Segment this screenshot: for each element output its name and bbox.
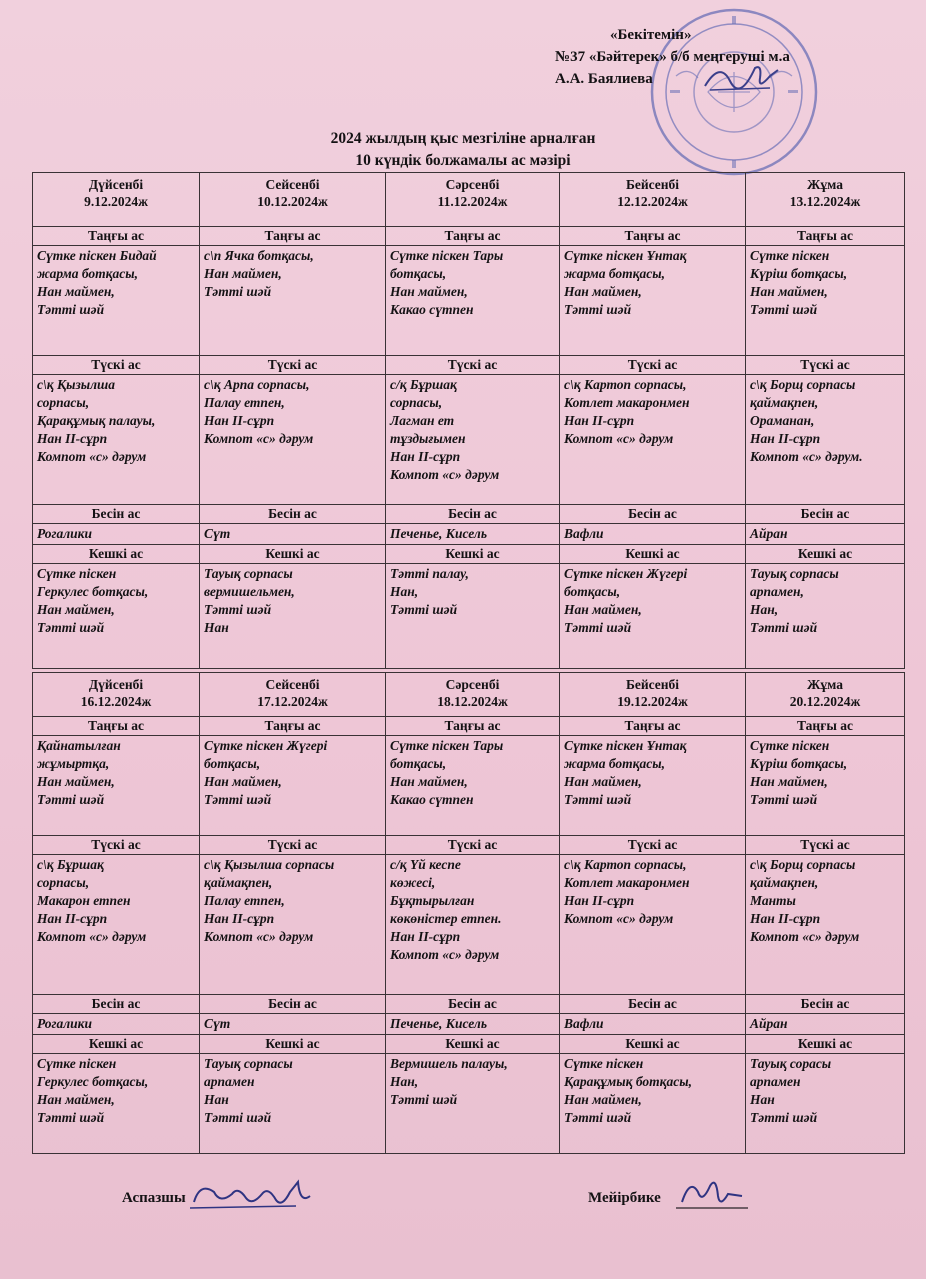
breakfast-cell: Сүтке піскен Ұнтақ жарма ботқасы, Нан маймен, Тәтті шәй: [560, 736, 746, 836]
snack-cell: Печенье, Кисель: [386, 1014, 560, 1035]
meal-label-lunch: Түскі ас: [33, 836, 200, 855]
snack-cell: Сүт: [200, 524, 386, 545]
breakfast-cell: с\п Ячка ботқасы, Нан маймен, Тәтті шәй: [200, 246, 386, 356]
day-header: Сәрсенбі 18.12.2024ж: [386, 673, 560, 717]
meal-label-breakfast: Таңғы ас: [33, 227, 200, 246]
meal-label-dinner: Кешкі ас: [386, 545, 560, 564]
meal-label-breakfast: Таңғы ас: [560, 227, 746, 246]
cook-signature: [186, 1174, 316, 1218]
meal-label-lunch: Түскі ас: [200, 836, 386, 855]
breakfast-cell: Сүтке піскен Жүгері ботқасы, Нан маймен, Тәтті шәй: [200, 736, 386, 836]
lunch-cell: с/қ Үй кеспе көжесі, Бұқтырылған көкөністер етпен. Нан ІІ-сұрп Компот «с» дәрум: [386, 855, 560, 995]
meal-label-dinner: Кешкі ас: [33, 1035, 200, 1054]
meal-label-breakfast: Таңғы ас: [560, 717, 746, 736]
meal-label-lunch: Түскі ас: [200, 356, 386, 375]
day-header: Жұма 13.12.2024ж: [746, 173, 905, 227]
snack-cell: Вафли: [560, 524, 746, 545]
menu-title-line2: 10 күндік болжамалы ас мәзірі: [355, 152, 571, 169]
meal-label-breakfast: Таңғы ас: [200, 717, 386, 736]
breakfast-cell: Сүтке піскен Тары ботқасы, Нан маймен, Какао сүтпен: [386, 246, 560, 356]
dinner-cell: Сүтке піскен Жүгері ботқасы, Нан маймен, Тәтті шәй: [560, 564, 746, 669]
lunch-cell: с\қ Қызылша сорпасы қаймақпен, Палау етпен, Нан ІІ-сұрп Компот «с» дәрум: [200, 855, 386, 995]
day-header: Жұма 20.12.2024ж: [746, 673, 905, 717]
day-header: Сейсенбі 10.12.2024ж: [200, 173, 386, 227]
meal-label-snack: Бесін ас: [560, 995, 746, 1014]
meal-label-lunch: Түскі ас: [386, 356, 560, 375]
approval-name: А.А. Баялиева: [555, 71, 653, 87]
meal-label-snack: Бесін ас: [200, 505, 386, 524]
meal-label-dinner: Кешкі ас: [560, 545, 746, 564]
cook-label: Аспазшы: [122, 1190, 186, 1206]
meal-label-snack: Бесін ас: [560, 505, 746, 524]
meal-label-breakfast: Таңғы ас: [386, 227, 560, 246]
snack-cell: Вафли: [560, 1014, 746, 1035]
meal-label-breakfast: Таңғы ас: [386, 717, 560, 736]
lunch-cell: с\қ Бұршақ сорпасы, Макарон етпен Нан ІІ-сұрп Компот «с» дәрум: [33, 855, 200, 995]
lunch-cell: с\қ Арпа сорпасы, Палау етпен, Нан ІІ-сұрп Компот «с» дәрум: [200, 375, 386, 505]
meal-label-snack: Бесін ас: [200, 995, 386, 1014]
dinner-cell: Вермишель палауы, Нан, Тәтті шәй: [386, 1054, 560, 1154]
meal-label-dinner: Кешкі ас: [200, 545, 386, 564]
meal-label-lunch: Түскі ас: [560, 356, 746, 375]
meal-label-lunch: Түскі ас: [33, 356, 200, 375]
meal-label-lunch: Түскі ас: [386, 836, 560, 855]
dinner-cell: Тауық сорпасы арпамен, Нан, Тәтті шәй: [746, 564, 905, 669]
meal-label-lunch: Түскі ас: [560, 836, 746, 855]
meal-label-dinner: Кешкі ас: [560, 1035, 746, 1054]
lunch-cell: с/қ Бұршақ сорпасы, Лагман ет тұздығымен Нан ІІ-сұрп Компот «с» дәрум: [386, 375, 560, 505]
meal-label-breakfast: Таңғы ас: [200, 227, 386, 246]
breakfast-cell: Сүтке піскен Бидай жарма ботқасы, Нан маймен, Тәтті шәй: [33, 246, 200, 356]
meal-label-snack: Бесін ас: [33, 995, 200, 1014]
day-header: Сейсенбі 17.12.2024ж: [200, 673, 386, 717]
dinner-cell: Тәтті палау, Нан, Тәтті шәй: [386, 564, 560, 669]
meal-label-lunch: Түскі ас: [746, 836, 905, 855]
meal-label-breakfast: Таңғы ас: [746, 227, 905, 246]
breakfast-cell: Сүтке піскен Ұнтақ жарма ботқасы, Нан маймен, Тәтті шәй: [560, 246, 746, 356]
day-header: Бейсенбі 19.12.2024ж: [560, 673, 746, 717]
dinner-cell: Сүтке піскен Геркулес ботқасы, Нан маймен, Тәтті шәй: [33, 564, 200, 669]
dinner-cell: Тауық сорпасы арпамен Нан Тәтті шәй: [200, 1054, 386, 1154]
meal-label-dinner: Кешкі ас: [386, 1035, 560, 1054]
lunch-cell: с\қ Қызылша сорпасы, Қарақұмық палауы, Нан ІІ-сұрп Компот «с» дәрум: [33, 375, 200, 505]
breakfast-cell: Қайнатылған жұмыртқа, Нан маймен, Тәтті шәй: [33, 736, 200, 836]
lunch-cell: с\қ Картоп сорпасы, Котлет макаронмен Нан ІІ-сұрп Компот «с» дәрум: [560, 375, 746, 505]
menu-title-line1: 2024 жылдың қыс мезгiлiне арналған: [330, 130, 596, 147]
meal-label-dinner: Кешкі ас: [746, 545, 905, 564]
lunch-cell: с\қ Картоп сорпасы, Котлет макаронмен Нан ІІ-сұрп Компот «с» дәрум: [560, 855, 746, 995]
breakfast-cell: Сүтке піскен Күріш ботқасы, Нан маймен, Тәтті шәй: [746, 246, 905, 356]
approval-block: [555, 24, 895, 90]
dinner-cell: Сүтке піскен Қарақұмық ботқасы, Нан маймен, Тәтті шәй: [560, 1054, 746, 1154]
snack-cell: Рогалики: [33, 524, 200, 545]
meal-label-dinner: Кешкі ас: [33, 545, 200, 564]
lunch-cell: с\қ Борщ сорпасы қаймақпен, Манты Нан ІІ-сұрп Компот «с» дәрум: [746, 855, 905, 995]
dinner-cell: Сүтке піскен Геркулес ботқасы, Нан маймен, Тәтті шәй: [33, 1054, 200, 1154]
meal-label-lunch: Түскі ас: [746, 356, 905, 375]
dinner-cell: Тауық сорасы арпамен Нан Тәтті шәй: [746, 1054, 905, 1154]
meal-label-snack: Бесін ас: [33, 505, 200, 524]
snack-cell: Рогалики: [33, 1014, 200, 1035]
approval-heading: «Бекітемін»: [610, 27, 692, 43]
snack-cell: Айран: [746, 1014, 905, 1035]
menu-table-week1: [32, 172, 905, 669]
breakfast-cell: Сүтке піскен Тары ботқасы, Нан маймен, Какао сүтпен: [386, 736, 560, 836]
meal-label-snack: Бесін ас: [386, 505, 560, 524]
day-header: Дүйсенбі 16.12.2024ж: [33, 673, 200, 717]
nurse-signature: [672, 1172, 752, 1216]
meal-label-snack: Бесін ас: [386, 995, 560, 1014]
approval-position: №37 «Бәйтерек» б/б меңгерушi м.а: [555, 49, 790, 65]
meal-label-snack: Бесін ас: [746, 995, 905, 1014]
menu-table-week2: [32, 672, 905, 1154]
dinner-cell: Тауық сорпасы вермишельмен, Тәтті шәй Нан: [200, 564, 386, 669]
breakfast-cell: Сүтке піскен Күріш ботқасы, Нан маймен, Тәтті шәй: [746, 736, 905, 836]
day-header: Бейсенбі 12.12.2024ж: [560, 173, 746, 227]
day-header: Дүйсенбі 9.12.2024ж: [33, 173, 200, 227]
snack-cell: Сүт: [200, 1014, 386, 1035]
snack-cell: Айран: [746, 524, 905, 545]
meal-label-snack: Бесін ас: [746, 505, 905, 524]
meal-label-breakfast: Таңғы ас: [746, 717, 905, 736]
lunch-cell: с\қ Борщ сорпасы қаймақпен, Ораманан, Нан ІІ-сұрп Компот «с» дәрум.: [746, 375, 905, 505]
meal-label-dinner: Кешкі ас: [746, 1035, 905, 1054]
snack-cell: Печенье, Кисель: [386, 524, 560, 545]
meal-label-dinner: Кешкі ас: [200, 1035, 386, 1054]
meal-label-breakfast: Таңғы ас: [33, 717, 200, 736]
nurse-label: Мейірбике: [588, 1190, 661, 1206]
day-header: Сәрсенбі 11.12.2024ж: [386, 173, 560, 227]
